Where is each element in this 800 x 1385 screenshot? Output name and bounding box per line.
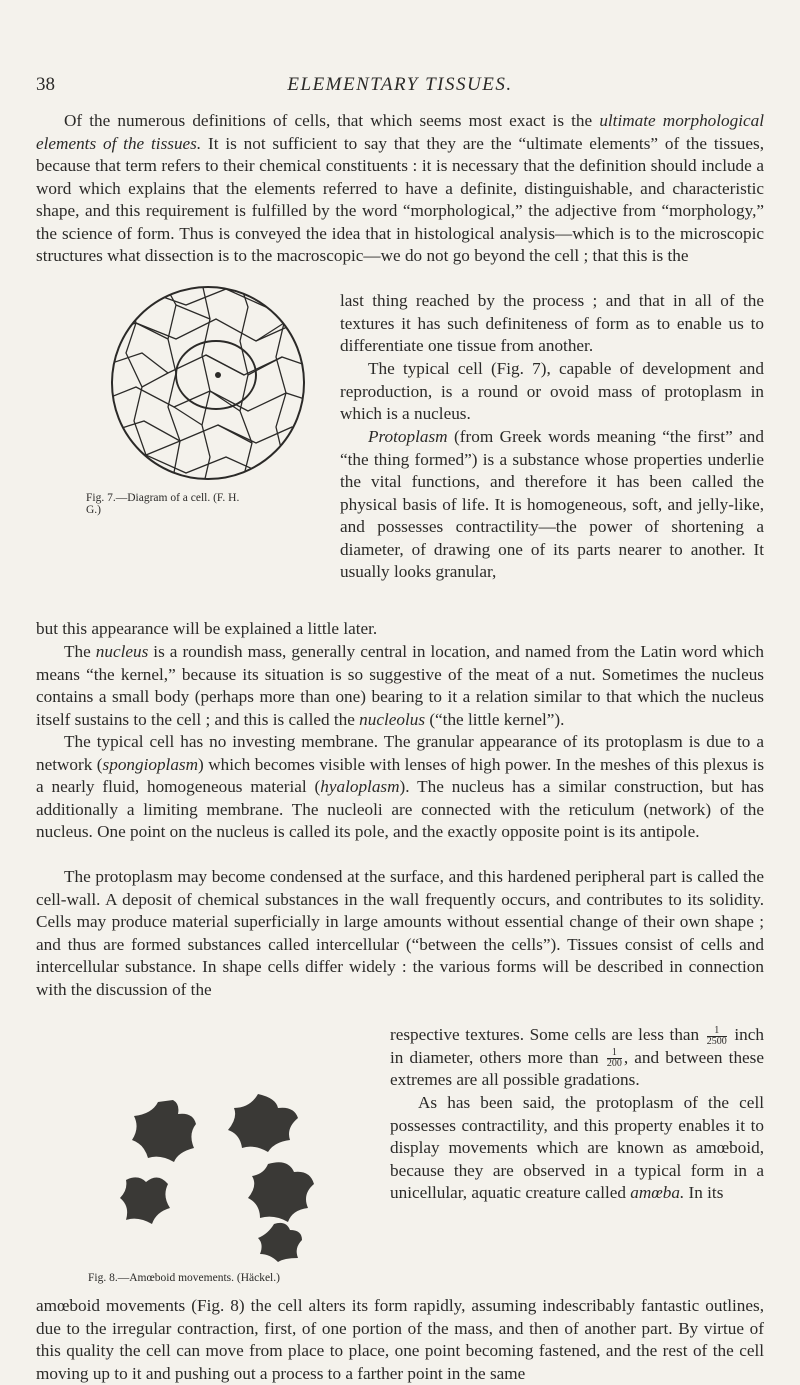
paragraph-definition: Of the numerous definitions of cells, that which seems most exact is the ultimate morphological elements of the tissues. It is not sufficient to say that they are the “ultimate elements” of the tissues, because that term refers to their chemical constituents : it is necessary that the definition should include a word which explains that the elements referred to have a definite, distinguishable, and characteristic shape, and this requirement is fulfilled by the word “morphological,” the adjective from “morphology,” the science of form. Thus is conveyed the idea that in histological analysis—which is to the microscopic structures what dissection is to the macroscopic—we do not go beyond the cell ; that this is the <box>36 111 764 265</box>
fraction-200: $\frac{1}{200}$ <box>606 1047 622 1070</box>
page-header <box>36 74 764 98</box>
paragraph-amoeboid-continued: amœboid movements (Fig. 8) the cell alters its form rapidly, assuming indescribably fantastic outlines, due to the irregular contraction, first, of one portion of the mass, and then of another part. By virtue of this quality the cell can move from place to place, one point becoming fastened, and the rest of the cell moving up to it and pushing out a process to a farther point in the same <box>36 1296 764 1383</box>
figure-7-cell-diagram <box>106 283 311 483</box>
running-title: ELEMENTARY TISSUES. <box>287 74 513 95</box>
paragraph-amoeboid: As has been said, the protoplasm of the cell possesses contractility, and this property enables it to display movements which are known as amœboid, because they are observed in a typical form in a unicellular, aquatic creature called amœba. In its <box>390 1093 764 1202</box>
figure-8-amoeboid-movements <box>118 1092 338 1262</box>
figure-7-caption: Fig. 7.—Diagram of a cell. (F. H. G.) <box>86 492 240 516</box>
paragraph-typical-cell: The typical cell (Fig. 7), capable of development and reproduction, is a round or ovoid mass of protoplasm in which is a nucleus. <box>340 359 764 423</box>
cell-diagram-illustration <box>106 283 311 483</box>
paragraph-protoplasm-end: but this appearance will be explained a little later. <box>36 619 378 638</box>
page-number: 38 <box>36 74 55 95</box>
paragraph-membrane: The typical cell has no investing membrane. The granular appearance of its protoplasm is due to a network (spongioplasm) which becomes visible with lenses of high power. In the meshes of this plexus is a nearly fluid, homogeneous material (hyaloplasm). The nucleus has a similar construction, but has additionally a limiting membrane. The nucleoli are connected with the reticulum (network) of the nucleus. One point on the nucleus is called its pole, and the exactly opposite point is its antipole. <box>36 732 765 841</box>
paragraph-protoplasm: Protoplasm (from Greek words meaning “the first” and “the thing formed”) is a substance whose properties underlie the vital functions, and therefore it has been called the physical basis of life. It is homogeneous, soft, and jelly-like, and possesses contractility—the power of shortening a diameter, of drawing one of its parts nearer to another. It usually looks granular, <box>340 427 764 581</box>
paragraph-cell-sizes: respective textures. Some cells are less than $\frac{1}{2500}$ inch in diameter, others more than $\frac{1}{200}$ , and between these extremes are all possible gradations. <box>390 1024 765 1090</box>
figure-8-caption: Fig. 8.—Amœboid movements. (Häckel.) <box>88 1272 280 1284</box>
paragraph-nucleus: The nucleus is a roundish mass, generally central in location, and named from the Latin word which means “the kernel,” because its situation is so suggestive of the meat of a nut. Sometimes the nucleus contains a small body (perhaps more than one) bearing to it a relation similar to that which the nucleus itself sustains to the cell ; and this is called the nucleolus (“the little kernel”). <box>36 642 764 729</box>
paragraph-cell-wall: The protoplasm may become condensed at the surface, and this hardened peripheral part is called the cell-wall. A deposit of chemical substances in the wall frequently occurs, and contributes to its solidity. Cells may produce material superficially in large amounts without essential change of their own shape ; and thus are formed substances called intercellular (“between the cells”). Tissues consist of cells and intercellular substance. In shape cells differ widely : the various forms will be described in connection with the discussion of the <box>36 867 764 999</box>
amoeboid-illustration <box>118 1092 338 1262</box>
paragraph-definition-continued: last thing reached by the process ; and that in all of the textures it has such definiteness of form as to enable us to differentiate one tissue from another. <box>340 291 764 355</box>
fraction-2500: $\frac{1}{2500}$ <box>706 1024 727 1047</box>
